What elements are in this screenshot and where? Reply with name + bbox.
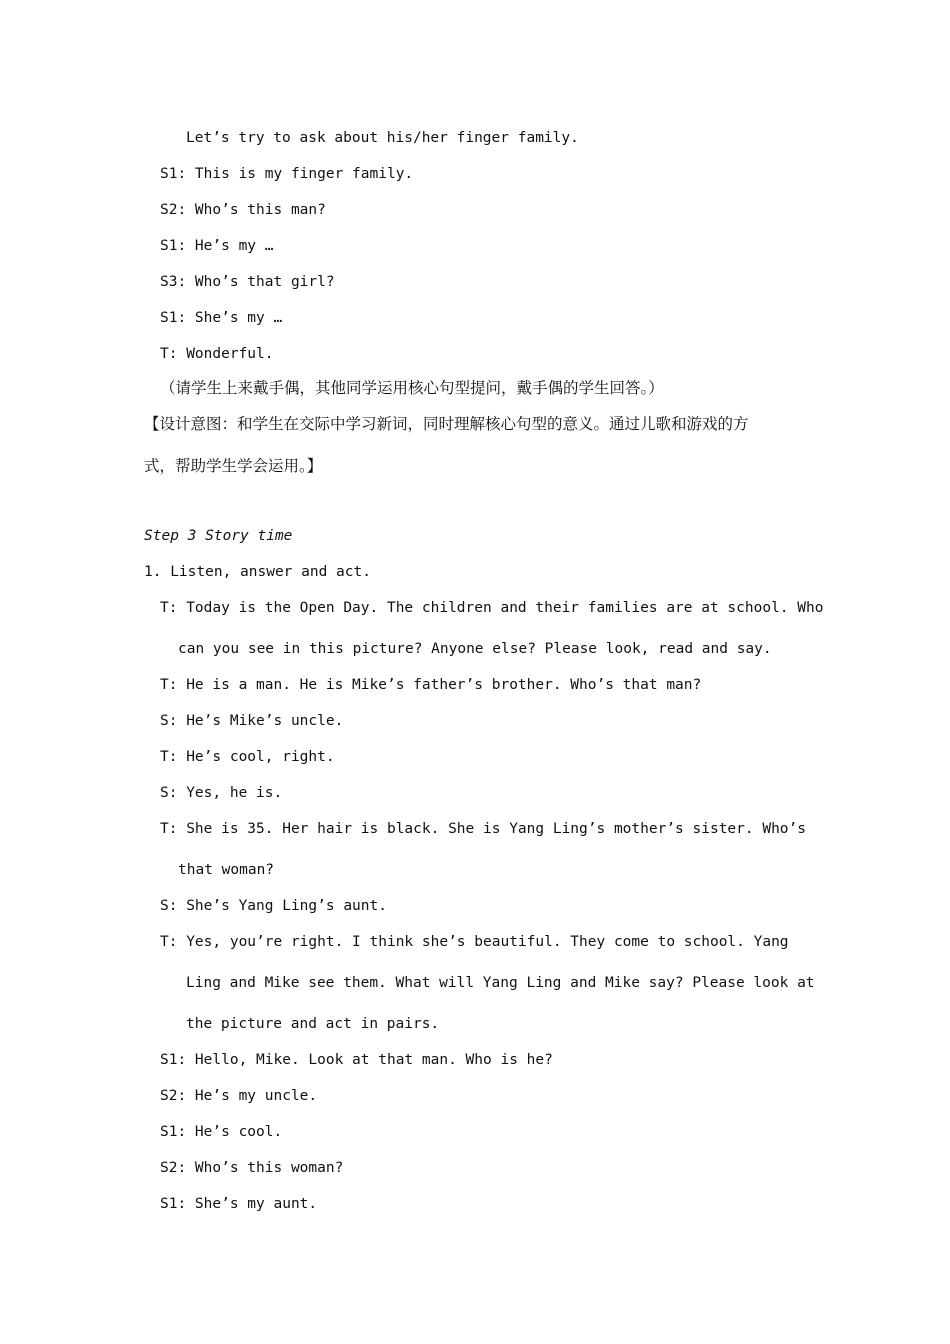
dialogue-line: S1: Hello, Mike. Look at that man. Who is he? [160, 1052, 553, 1068]
design-intent-line: 【设计意图：和学生在交际中学习新词，同时理解核心句型的意义。通过儿歌和游戏的方 [144, 415, 749, 433]
dialogue-line: T: Yes, you’re right. I think she’s beautiful. They come to school. Yang [160, 934, 789, 950]
dialogue-line-continued: the picture and act in pairs. [186, 1016, 440, 1032]
dialogue-line: S3: Who’s that girl? [160, 274, 335, 290]
dialogue-line: T: He’s cool, right. [160, 749, 335, 765]
design-intent-line: 式，帮助学生学会运用。】 [144, 457, 323, 475]
instruction-note: （请学生上来戴手偶，其他同学运用核心句型提问，戴手偶的学生回答。） [160, 379, 664, 397]
dialogue-line: T: She is 35. Her hair is black. She is Yang Ling’s mother’s sister. Who’s [160, 821, 807, 837]
dialogue-line: S1: She’s my aunt. [160, 1196, 318, 1212]
dialogue-line: T: Today is the Open Day. The children and their families are at school. Who [160, 600, 824, 616]
dialogue-line: T: He is a man. He is Mike’s father’s brother. Who’s that man? [160, 677, 702, 693]
dialogue-line: S2: He’s my uncle. [160, 1088, 318, 1104]
dialogue-line: S1: He’s cool. [160, 1124, 283, 1140]
dialogue-line-continued: Ling and Mike see them. What will Yang Ling and Mike say? Please look at [186, 975, 815, 991]
dialogue-line: S: Yes, he is. [160, 785, 283, 801]
dialogue-line-continued: can you see in this picture? Anyone else? Please look, read and say. [178, 641, 772, 657]
dialogue-line: T: Wonderful. [160, 346, 274, 362]
dialogue-line: S: He’s Mike’s uncle. [160, 713, 344, 729]
section-heading: Step 3 Story time [144, 528, 293, 544]
activity-heading: 1. Listen, answer and act. [144, 564, 371, 580]
dialogue-line: S2: Who’s this woman? [160, 1160, 344, 1176]
dialogue-line: S1: She’s my … [160, 310, 283, 326]
dialogue-line: S: She’s Yang Ling’s aunt. [160, 898, 387, 914]
dialogue-line: S1: This is my finger family. [160, 166, 414, 182]
dialogue-line: S1: He’s my … [160, 238, 274, 254]
text-line: Let’s try to ask about his/her finger family. [186, 130, 579, 146]
dialogue-line: S2: Who’s this man? [160, 202, 326, 218]
dialogue-line-continued: that woman? [178, 862, 275, 878]
